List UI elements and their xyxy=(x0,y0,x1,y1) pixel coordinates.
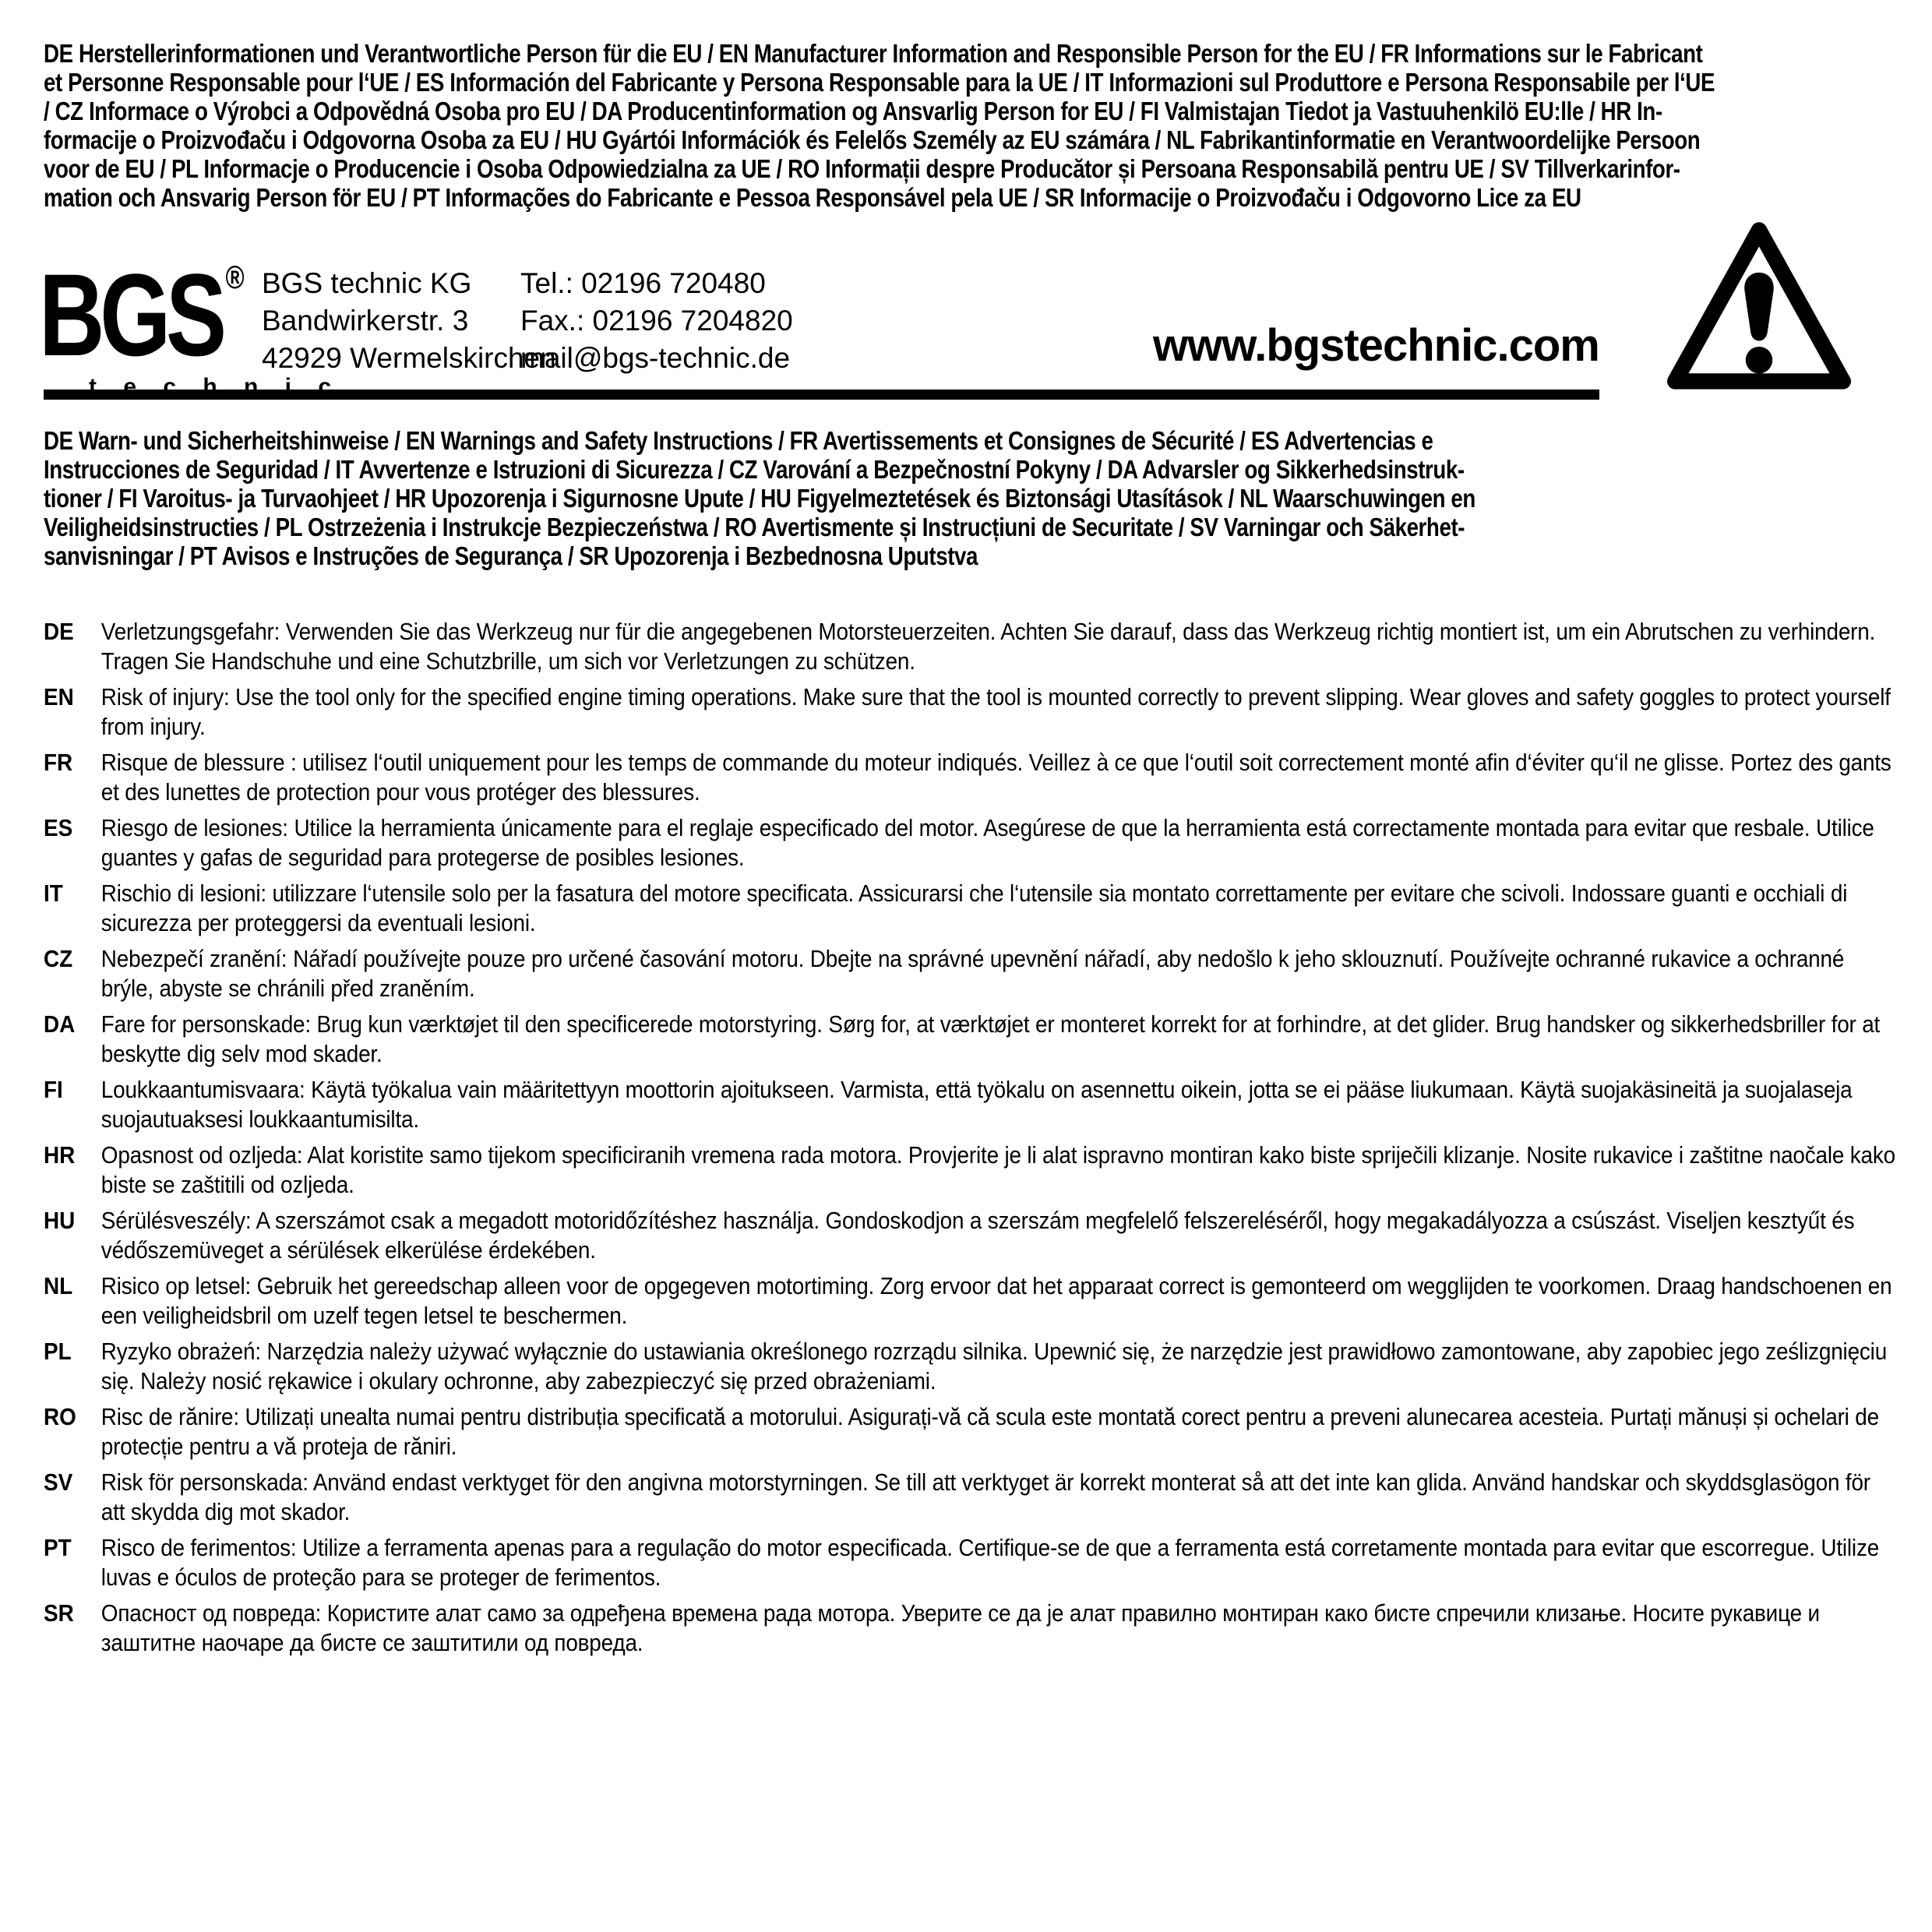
language-code: SR xyxy=(44,1599,74,1627)
header-line: voor de EU / PL Informacje o Producencie i Osoba Odpowiedzialna za UE / RO Informații despre Producător și Persoana Responsabilă pentru UE / SV Tillverkarinfor- xyxy=(44,154,1680,183)
contact-block xyxy=(520,265,793,377)
warning-text: Riesgo de lesiones: Utilice la herramienta únicamente para el reglaje especificado del motor. Asegúrese de que la herramienta está correctamente montada para evitar que resbale. Utilice guantes y gafas de seguridad para protegerse de posibles lesiones. xyxy=(100,814,1874,871)
language-code: RO xyxy=(44,1403,76,1430)
warning-text: Risico op letsel: Gebruik het gereedschap alleen voor de opgegeven motortiming. Zorg ervoor dat het apparaat correct is gemonteerd om wegglijden te voorkomen. Draag handschoenen en een veiligheidsbril om uzelf tegen letsel te beschermen. xyxy=(100,1272,1892,1329)
language-code: HR xyxy=(44,1141,76,1169)
safety-heading-line: tioner / FI Varoitus- ja Turvaohjeet / HR Upozorenja i Sigurnosne Upute / HU Figyelmeztetések és Biztonsági Utasítások / NL Waarschuwingen en xyxy=(44,484,1475,513)
contact-line: Fax.: 02196 7204820 xyxy=(520,305,793,337)
header-line: mation och Ansvarig Person för EU / PT Informações do Fabricante e Pessoa Responsável pela UE / SR Informacije o Proizvođaču i Odgovorno Lice za EU xyxy=(44,183,1581,212)
language-code: SV xyxy=(44,1468,73,1496)
warning-text: Risc de rănire: Utilizați unealta numai pentru distribuția specificată a motorului. Asigurați-vă că scula este montată corect pentru a preveni alunecarea acesteia. Purtați mănuși și ochelari de protecție pentru a vă proteja de răniri. xyxy=(100,1403,1879,1460)
header-line: / CZ Informace o Výrobci a Odpovědná Osoba pro EU / DA Producentinformation og Ansvarlig Person for EU / FI Valmistajan Tiedot ja Vastuuhenkilö EU:lle / HR In- xyxy=(44,97,1662,125)
language-code: PT xyxy=(44,1534,72,1561)
warnings-list xyxy=(44,617,1899,1658)
bgs-logo-subtext: t e c h n i c xyxy=(89,374,342,400)
language-code: IT xyxy=(44,880,63,907)
warning-text: Opasnost od ozljeda: Alat koristite samo tijekom specificiranih vremena rada motora. Provjerite je li alat ispravno montiran kako biste spriječili klizanje. Nosite rukavice i zaštitne naočale kako biste se zaštitili od ozljeda. xyxy=(100,1141,1895,1198)
warning-item xyxy=(44,617,1899,676)
header-line: et Personne Responsable pour l‘UE / ES Información del Fabricante y Persona Responsable para la UE / IT Informazioni sul Produttore e Persona Responsabile per l‘UE xyxy=(44,68,1715,97)
manufacturer-info-header xyxy=(44,39,1902,212)
warning-item xyxy=(44,682,1899,742)
address-block xyxy=(262,265,556,377)
address-line: 42929 Wermelskirchen xyxy=(262,342,556,374)
safety-heading-line: sanvisningar / PT Avisos e Instruções de Segurança / SR Upozorenja i Bezbednosna Uputstva xyxy=(44,541,978,570)
website-url: www.bgstechnic.com xyxy=(1153,320,1599,371)
header-line: DE Herstellerinformationen und Verantwortliche Person für die EU / EN Manufacturer Information and Responsible Person for the EU / FR Informations sur le Fabricant xyxy=(44,39,1703,68)
warning-item xyxy=(44,748,1899,807)
warning-item xyxy=(44,1075,1899,1134)
warning-item xyxy=(44,944,1899,1003)
language-code: DE xyxy=(44,618,74,645)
language-code: FI xyxy=(44,1076,63,1103)
warning-text: Fare for personskade: Brug kun værktøjet til den specificerede motorstyring. Sørg for, at værktøjet er monteret korrekt for at forhindre, at det glider. Brug handsker og sikkerhedsbriller for at beskytte dig selv mod skader. xyxy=(100,1010,1881,1067)
warning-text: Nebezpečí zranění: Nářadí používejte pouze pro určené časování motoru. Dbejte na správné upevnění nářadí, aby nedošlo k jeho sklouznutí. Používejte ochranné rukavice a ochranné brýle, abyste se chránili před zraněním. xyxy=(100,945,1845,1002)
language-code: EN xyxy=(44,683,74,710)
warning-item xyxy=(44,1533,1899,1592)
address-line: BGS technic KG xyxy=(262,267,472,299)
warning-text: Ryzyko obrażeń: Narzędzia należy używać wyłącznie do ustawiania określonego rozrządu silnika. Upewnić się, że narzędzie jest prawidłowo zamontowane, aby zapobiec jego ześlizgnięciu się. Należy nosić rękawice i okulary ochronne, aby zabezpieczyć się przed obrażeniami. xyxy=(100,1338,1888,1394)
header-line: formacije o Proizvođaču i Odgovorna Osoba za EU / HU Gyártói Információk és Felelős Személy az EU számára / NL Fabrikantinformatie en Verantwoordelijke Persoon xyxy=(44,125,1701,154)
warning-item xyxy=(44,813,1899,873)
language-code: ES xyxy=(44,814,73,841)
warning-item xyxy=(44,1402,1899,1461)
warning-item xyxy=(44,1271,1899,1331)
language-code: CZ xyxy=(44,945,73,972)
warning-item xyxy=(44,879,1899,938)
safety-heading-line: Instrucciones de Seguridad / IT Avvertenze e Istruzioni di Sicurezza / CZ Varování a Bezpečnostní Pokyny / DA Advarsler og Sikkerhedsinstruk- xyxy=(44,455,1465,484)
warning-item xyxy=(44,1206,1899,1265)
warning-text: Sérülésveszély: A szerszámot csak a megadott motoridőzítéshez használja. Gondoskodjon a szerszám megfelelő felszereléséről, hogy megakadályozza a csúszást. Viseljen kesztyűt és védőszemüveget a sérülések elkerülése érdekében. xyxy=(100,1207,1855,1264)
warning-text: Risque de blessure : utilisez l‘outil uniquement pour les temps de commande du moteur indiqués. Veillez à ce que l‘outil soit correctement monté afin d‘éviter qu‘il ne glisse. Portez des gants et des lunettes de protection pour vous protéger des blessures. xyxy=(100,749,1891,806)
warning-text: Rischio di lesioni: utilizzare l‘utensile solo per la fasatura del motore specificata. Assicurarsi che l‘utensile sia montato correttamente per evitare che scivoli. Indossare guanti e occhiali di sicurezza per proteggersi da eventuali lesioni. xyxy=(100,880,1848,936)
warning-triangle-icon xyxy=(1667,221,1851,395)
language-code: FR xyxy=(44,749,73,776)
warning-text: Risk of injury: Use the tool only for the specified engine timing operations. Make sure that the tool is mounted correctly to prevent slipping. Wear gloves and safety goggles to protect yourself from injury. xyxy=(100,683,1891,740)
warning-item xyxy=(44,1010,1899,1069)
warning-item xyxy=(44,1468,1899,1527)
language-code: NL xyxy=(44,1272,73,1299)
bgs-logo-text: BGS xyxy=(39,249,222,380)
warning-text: Loukkaantumisvaara: Käytä työkalua vain määritettyyn moottorin ajoitukseen. Varmista, että työkalu on asennettu oikein, jotta se ei pääse liukumaan. Käytä suojakäsineitä ja suojalaseja suojautuaksesi loukkaantumisilta. xyxy=(100,1076,1853,1133)
brand-row xyxy=(39,224,1901,400)
language-code: PL xyxy=(44,1338,72,1365)
warning-item xyxy=(44,1599,1899,1658)
safety-heading-line: Veiligheidsinstructies / PL Ostrzeżenia i Instrukcje Bezpieczeństwa / RO Avertismente și Instrucțiuni de Securitate / SV Varningar och Säkerhet- xyxy=(44,513,1465,541)
warning-item xyxy=(44,1141,1899,1200)
warning-text: Risco de ferimentos: Utilize a ferramenta apenas para a regulação do motor especificada. Certifique-se de que a ferramenta está corretamente montada para evitar que escorregue. Utilize luvas e óculos de proteção para se proteger de ferimentos. xyxy=(100,1534,1880,1591)
registered-trademark-icon: ® xyxy=(225,259,245,295)
warning-item xyxy=(44,1337,1899,1396)
safety-heading-line: DE Warn- und Sicherheitshinweise / EN Warnings and Safety Instructions / FR Avertissements et Consignes de Sécurité / ES Advertencias e xyxy=(44,426,1433,455)
warning-text: Risk för personskada: Använd endast verktyget för den angivna motorstyrningen. Se till att verktyget är korrekt monterat så att det inte kan glida. Använd handskar och skyddsglasögon för att skydda dig mot skador. xyxy=(100,1468,1870,1525)
safety-heading xyxy=(44,426,1902,570)
address-line: Bandwirkerstr. 3 xyxy=(262,305,469,337)
language-code: DA xyxy=(44,1010,76,1038)
language-code: HU xyxy=(44,1207,76,1234)
warning-text: Verletzungsgefahr: Verwenden Sie das Werkzeug nur für die angegebenen Motorsteuerzeiten. Achten Sie darauf, dass das Werkzeug richtig montiert ist, um ein Abrutschen zu verhindern. Tragen Sie Handschuhe und eine Schutzbrille, um sich vor Verletzungen zu schützen. xyxy=(100,618,1876,675)
contact-line: Tel.: 02196 720480 xyxy=(520,267,766,299)
warning-text: Опасност од повреда: Користите алат само за одређена времена рада мотора. Уверите се да је алат правилно монтиран како бисте спречили клизање. Носите рукавице и заштитне наочаре да бисте се заштитили од повреда. xyxy=(100,1599,1820,1656)
contact-line: mail@bgs-technic.de xyxy=(520,342,791,374)
bgs-logo-wordmark xyxy=(39,224,245,380)
